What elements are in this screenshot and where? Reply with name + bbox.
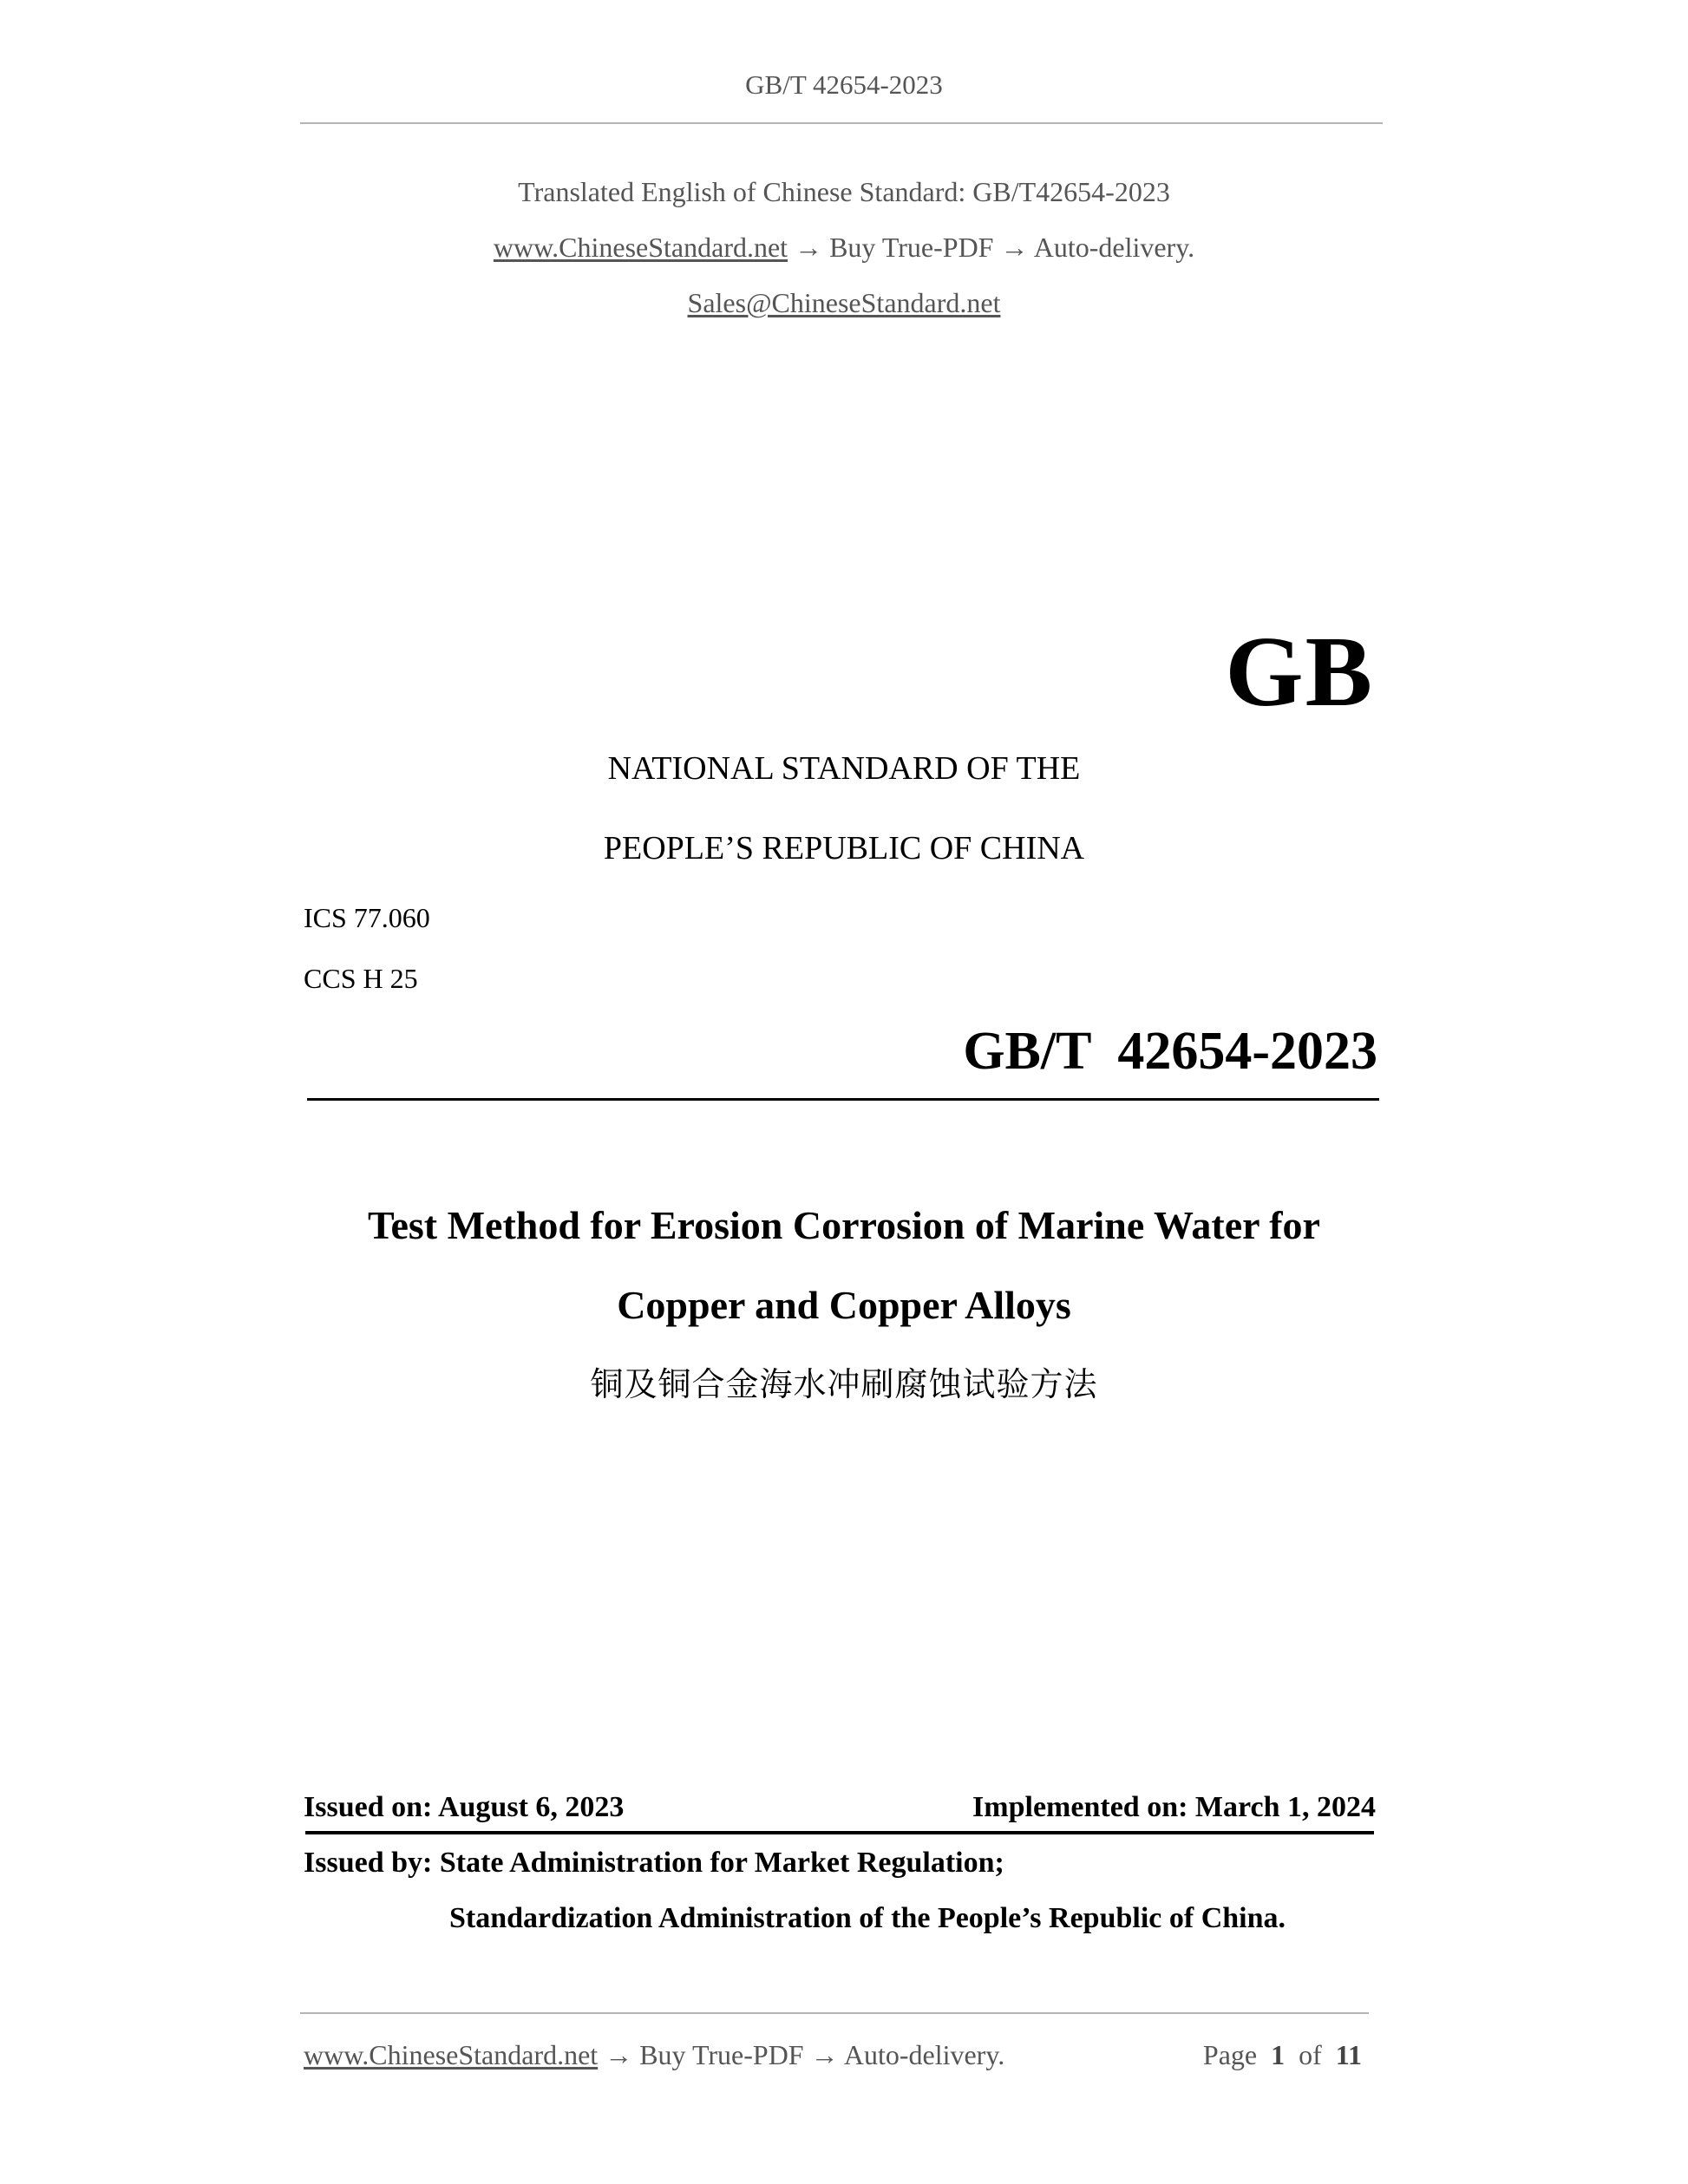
page-current: 1: [1271, 2039, 1286, 2070]
site-link[interactable]: www.ChineseStandard.net: [493, 232, 788, 263]
footer-auto-delivery-text: Auto-delivery.: [843, 2039, 1005, 2070]
sales-email-link[interactable]: Sales@ChineseStandard.net: [687, 287, 1001, 318]
national-standard-line-2: PEOPLE’S REPUBLIC OF CHINA: [603, 830, 1085, 866]
running-header: GB/T 42654-2023: [745, 69, 943, 100]
promo-line: [0, 229, 1688, 265]
dates-divider: [305, 1831, 1374, 1834]
title-chinese: 铜及铜合金海水冲刷腐蚀试验方法: [590, 1365, 1098, 1403]
national-standard-line-1: NATIONAL STANDARD OF THE: [607, 750, 1081, 787]
buy-text: Buy True-PDF: [829, 232, 994, 263]
footer-site-link[interactable]: www.ChineseStandard.net: [304, 2039, 599, 2070]
page-indicator: [1203, 2037, 1362, 2073]
standard-number: GB/T 42654-2023: [963, 1022, 1377, 1081]
title-english-line-1: Test Method for Erosion Corrosion of Marine Water for: [368, 1203, 1320, 1247]
sales-line: [0, 284, 1688, 321]
footer-divider: [300, 2012, 1369, 2014]
arrow-icon: →: [810, 2039, 839, 2070]
auto-delivery-text: Auto-delivery.: [1033, 232, 1195, 263]
footer-promo: [304, 2037, 1004, 2073]
issued-by-second-authority: Standardization Administration of the People’s Republic of China.: [449, 1902, 1286, 1934]
ics-code: ICS 77.060: [304, 902, 430, 933]
page-label: Page: [1202, 2039, 1258, 2070]
arrow-icon: →: [1000, 232, 1029, 263]
title-divider: [307, 1098, 1379, 1101]
translated-notice: Translated English of Chinese Standard: GB/T42654-2023: [518, 176, 1170, 207]
page-of-label: of: [1299, 2039, 1322, 2070]
title-english-line-2: Copper and Copper Alloys: [617, 1283, 1071, 1327]
issued-on-date: Issued on: August 6, 2023: [304, 1791, 625, 1823]
header-divider: [300, 122, 1383, 124]
issued-by: Issued by: State Administration for Market Regulation;: [304, 1847, 1004, 1879]
implemented-on-date: Implemented on: March 1, 2024: [972, 1791, 1376, 1823]
page-total: 11: [1335, 2039, 1362, 2070]
footer-buy-text: Buy True-PDF: [639, 2039, 804, 2070]
arrow-icon: →: [605, 2039, 633, 2070]
ccs-code: CCS H 25: [304, 963, 418, 994]
gb-logo: GB: [1225, 617, 1374, 728]
arrow-icon: →: [795, 232, 823, 263]
